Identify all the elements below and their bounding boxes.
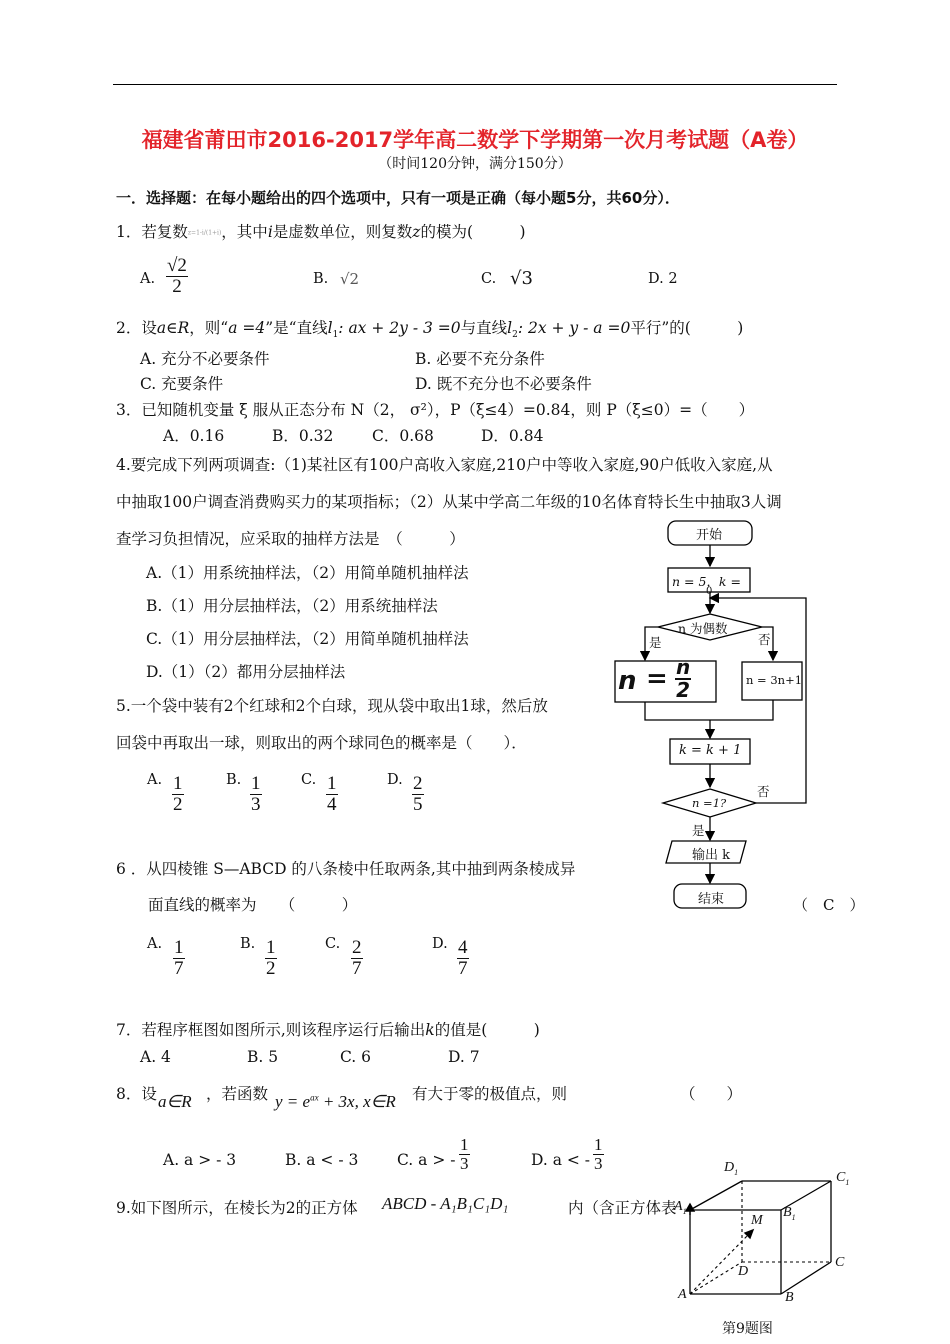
flow-yes2-label: 是 — [692, 823, 705, 838]
q2-var: a∈R — [156, 319, 190, 337]
q6-answer-mark: （ C ） — [793, 896, 865, 914]
q7-stem-a: 7．若程序框图如图所示,则该程序运行后输出 — [116, 1021, 426, 1039]
q2-stem-a: 2．设 — [116, 319, 157, 337]
q7-option-c: C. 6 — [340, 1048, 372, 1066]
cube-label-b: B — [785, 1290, 794, 1305]
q6-option-c-label: C. — [325, 936, 341, 952]
q8-option-d-label: D. a < - — [531, 1151, 591, 1169]
q1-option-d: D. 2 — [648, 271, 678, 287]
q6-option-c-fraction — [351, 938, 363, 979]
q5-option-b-fraction — [250, 774, 262, 815]
q2-stem-d: ”是“直线 — [265, 319, 328, 337]
q8-func-rest: + 3x, x∈R — [318, 1092, 396, 1111]
q8-option-c-label: C. a > - — [397, 1151, 456, 1169]
flow-init-zero: 0 — [706, 586, 713, 597]
q8-option-c-fraction — [459, 1136, 470, 1173]
cube-c1-sub: 1 — [845, 1177, 850, 1187]
cube-d1-sub: 1 — [734, 1167, 739, 1177]
cube-c1-letter: C — [836, 1170, 846, 1185]
q8-function — [275, 1092, 396, 1112]
q5-b-den: 3 — [251, 793, 261, 815]
q5-d-num: 2 — [413, 773, 423, 794]
q1-option-b-label: B. — [313, 271, 329, 287]
q1-option-a-den: 2 — [172, 275, 182, 297]
q2-l2-sub: 2 — [512, 330, 518, 341]
q9-stem-c: 内（含正方体表 — [568, 1199, 677, 1217]
q5-a-den: 2 — [173, 793, 183, 815]
cube-a1-letter: A — [674, 1199, 683, 1214]
question-5-line-1: 5.一个袋中装有2个红球和2个白球，现从袋中取出1球，然后放 — [116, 697, 548, 715]
flow-output-label: 输出 k — [692, 848, 731, 863]
q8-paren: （ ） — [680, 1085, 743, 1103]
q8-stem-b: ，若函数 — [206, 1085, 269, 1103]
page-title: 福建省莆田市2016-2017学年高二数学下学期第一次月考试题（A卷） — [141, 128, 809, 152]
q2-eq2: : 2x + y - a =0 — [517, 319, 631, 337]
q1-stem-c: 是虚数单位，则复数 — [272, 223, 413, 241]
cube-label-d1 — [724, 1160, 738, 1177]
cube-label-a1 — [674, 1199, 687, 1216]
q2-stem-b: ，则“ — [189, 319, 229, 337]
flow-left-num: n — [676, 655, 691, 679]
q1-option-c-label: C. — [481, 271, 497, 287]
q6-a-num: 1 — [174, 937, 184, 958]
q6-c-den: 7 — [352, 957, 362, 979]
cube-label-d: D — [738, 1264, 749, 1279]
q2-option-b: B. 必要不充分条件 — [415, 350, 545, 368]
q7-option-a: A. 4 — [140, 1048, 171, 1066]
q6-option-a-label: A. — [147, 936, 163, 952]
page-subtitle: （时间120分钟，满分150分） — [378, 156, 572, 172]
q5-c-den: 4 — [327, 793, 337, 815]
q6-b-num: 1 — [266, 937, 276, 958]
q8-option-b: B. a < - 3 — [285, 1151, 359, 1169]
q1-z: z — [412, 223, 421, 241]
question-2-stem — [116, 316, 743, 340]
q4-option-c: C.（1）用分层抽样法，（2）用简单随机抽样法 — [146, 630, 469, 648]
q1-option-a-fraction — [166, 256, 188, 297]
q5-option-b-label: B. — [226, 772, 242, 788]
q1-option-c-value: √3 — [510, 268, 533, 289]
cube-caption: 第9题图 — [722, 1321, 773, 1337]
q3-option-c: C．0.68 — [372, 427, 434, 445]
q8-d-num: 1 — [594, 1135, 603, 1154]
q5-option-c-fraction — [326, 774, 338, 815]
question-1-stem — [116, 220, 526, 242]
q6-option-a-fraction — [173, 938, 185, 979]
q2-l2: l — [507, 319, 513, 337]
q2-cond: a =4 — [228, 319, 266, 337]
q5-c-num: 1 — [327, 773, 337, 794]
flow-init-label: n = 5，k = — [672, 574, 741, 589]
question-7-stem — [116, 1018, 540, 1040]
flow-left-den: 2 — [676, 678, 691, 702]
top-rule — [113, 84, 837, 85]
q6-option-d-label: D. — [432, 936, 448, 952]
q6-option-b-label: B. — [240, 936, 256, 952]
q8-func-sup: ax — [310, 1092, 319, 1103]
cube-label-c: C — [835, 1255, 845, 1270]
section-heading: 一．选择题：在每小题给出的四个选项中，只有一项是正确（每小题5分，共60分）． — [116, 189, 680, 207]
q1-stem-b: ，其中 — [221, 223, 268, 241]
q5-option-d-fraction — [412, 774, 424, 815]
flow-left-eq: = — [646, 664, 668, 694]
question-4-line-2: 中抽取100户调查消费购买力的某项指标；（2）从某中学高二年级的10名体育特长生中抽取3人调 — [116, 493, 782, 511]
cube-diagram — [670, 1160, 850, 1310]
question-6-line-2: 面直线的概率为 （ ） — [148, 896, 358, 914]
q6-a-den: 7 — [174, 957, 184, 979]
q8-stem-c: 有大于零的极值点，则 — [412, 1085, 568, 1103]
q7-option-b: B. 5 — [247, 1048, 279, 1066]
q2-stem-f: 平行”的( ) — [630, 319, 744, 337]
q5-a-num: 1 — [173, 773, 183, 794]
q1-stem-d: 的模为( ) — [420, 223, 526, 241]
cube-d1-letter: D — [724, 1160, 735, 1175]
q4-option-b: B.（1）用分层抽样法，（2）用系统抽样法 — [146, 597, 438, 615]
cube-label-m: M — [751, 1213, 763, 1228]
flow-no1-label: 否 — [758, 632, 771, 647]
q8-stem-a: 8．设 — [116, 1085, 157, 1103]
flow-cond1-label: n 为偶数 — [678, 621, 728, 636]
q3-option-b: B．0.32 — [272, 427, 334, 445]
cube-b1-letter: B — [783, 1205, 792, 1220]
cube-b1-sub: 1 — [791, 1212, 796, 1222]
cube-label-a: A — [678, 1287, 687, 1302]
question-5-line-2: 回袋中再取出一球，则取出的两个球同色的概率是（ ）． — [116, 734, 527, 752]
q2-l1-sub: 1 — [332, 330, 339, 341]
question-6-line-1: 6 ．从四棱锥 S—ABCD 的八条棱中任取两条,其中抽到两条棱成异 — [116, 860, 576, 878]
q2-option-d: D. 既不充分也不必要条件 — [415, 375, 592, 393]
q6-d-num: 4 — [458, 937, 468, 958]
question-3-stem: 3．已知随机变量 ξ 服从正态分布 N（2， σ²），P（ξ≤4）=0.84，则 P（ξ≤0）=（ ） — [116, 401, 755, 419]
cube-label-b1 — [783, 1205, 796, 1222]
q2-eq1: : ax + 2y - 3 =0 — [338, 319, 461, 337]
flow-left-n: n — [618, 666, 637, 696]
q5-b-num: 1 — [251, 773, 261, 794]
question-4-line-3: 查学习负担情况，应采取的抽样方法是 （ ） — [116, 530, 465, 548]
q5-option-a-fraction — [172, 774, 184, 815]
q5-option-a-label: A. — [147, 772, 163, 788]
q6-d-den: 7 — [458, 957, 468, 979]
q1-i: i — [267, 223, 273, 241]
flow-end-label: 结束 — [698, 892, 725, 907]
q3-option-d: D．0.84 — [481, 427, 544, 445]
q4-option-d: D.（1）（2）都用分层抽样法 — [146, 663, 346, 681]
flow-no2-label: 否 — [757, 784, 770, 799]
q5-option-c-label: C. — [301, 772, 317, 788]
q6-c-num: 2 — [352, 937, 362, 958]
q5-d-den: 5 — [413, 793, 423, 815]
q1-tiny-formula: z=1-i/(1+i) — [187, 229, 222, 237]
q8-d-den: 3 — [594, 1153, 603, 1173]
q8-var: a∈R — [158, 1092, 192, 1111]
q8-c-num: 1 — [460, 1135, 469, 1154]
q3-option-a: A．0.16 — [163, 427, 225, 445]
q6-option-d-fraction — [457, 938, 469, 979]
q9-cube-name: ABCD - A₁B₁C₁D₁ — [382, 1194, 509, 1213]
flow-start-label: 开始 — [696, 528, 723, 543]
q2-option-a: A. 充分不必要条件 — [140, 350, 270, 368]
q6-option-b-fraction — [265, 938, 277, 979]
flow-yes1-label: 是 — [649, 635, 662, 650]
q4-option-a: A.（1）用系统抽样法，（2）用简单随机抽样法 — [146, 564, 469, 582]
question-4-line-1: 4.要完成下列两项调查:（1)某社区有100户高收入家庭,210户中等收入家庭,90户低收入家庭,从 — [116, 456, 773, 474]
q2-stem-e: 与直线 — [460, 319, 508, 337]
q1-option-b-value: √2 — [340, 270, 360, 288]
q9-stem-a: 9.如下图所示，在棱长为2的正方体 — [116, 1199, 358, 1217]
q2-option-c: C. 充要条件 — [140, 375, 224, 393]
cube-label-c1 — [836, 1170, 849, 1187]
flow-inc-label: k = k + 1 — [679, 743, 742, 758]
q8-c-den: 3 — [460, 1153, 469, 1173]
q7-option-d: D. 7 — [448, 1048, 480, 1066]
q7-stem-b: 的值是( ) — [434, 1021, 540, 1039]
q6-b-den: 2 — [266, 957, 276, 979]
q8-func: y = e — [275, 1092, 311, 1111]
q8-option-a: A. a > - 3 — [163, 1151, 237, 1169]
q2-l1: l — [327, 319, 333, 337]
flow-right-label: n = 3n+1 — [746, 673, 803, 687]
q7-k: k — [425, 1021, 435, 1039]
q1-stem-a: 1．若复数 — [116, 223, 188, 241]
flow-left-fraction — [675, 657, 691, 701]
cube-a1-sub: 1 — [682, 1206, 687, 1216]
q1-option-a-label: A. — [140, 271, 156, 287]
q8-option-d-fraction — [593, 1136, 604, 1173]
q1-option-a-num: √2 — [167, 255, 187, 276]
flow-cond2-label: n =1? — [692, 796, 727, 810]
q5-option-d-label: D. — [387, 772, 403, 788]
